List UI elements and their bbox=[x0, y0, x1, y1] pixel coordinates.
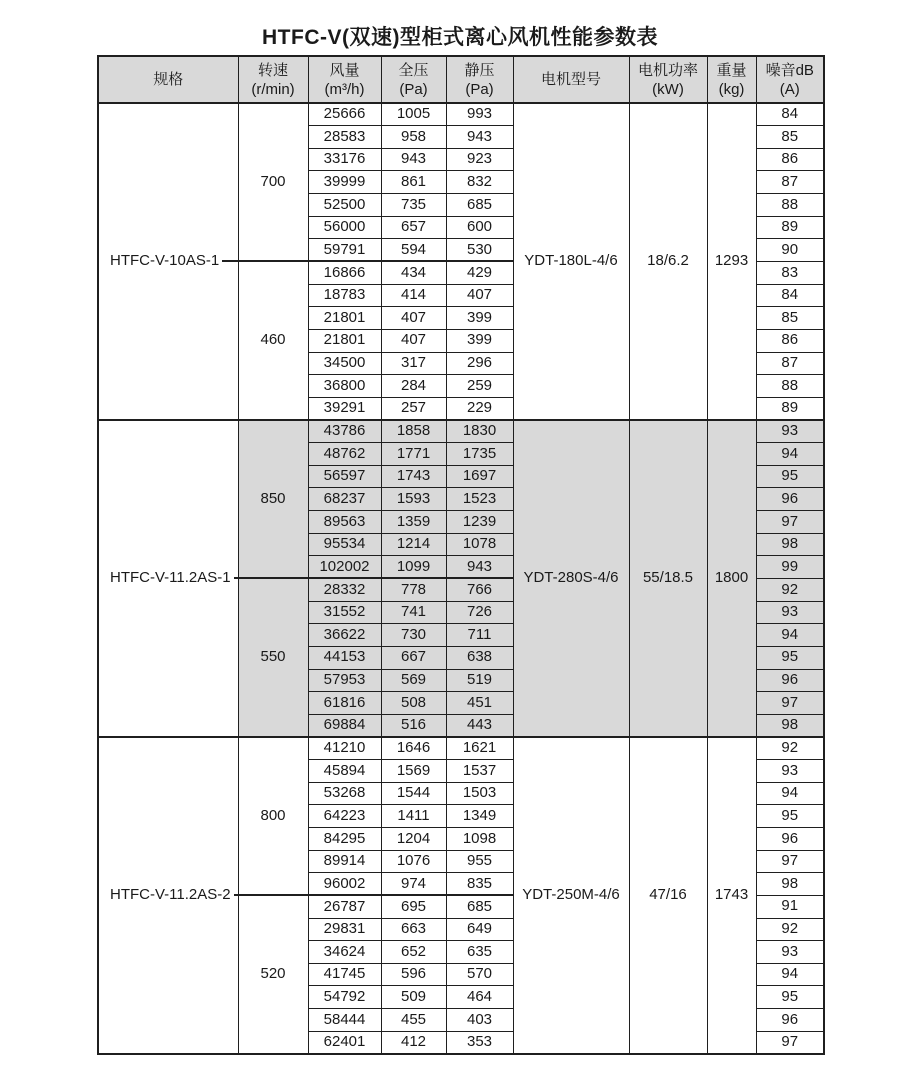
airflow-cell: 96002 bbox=[308, 873, 381, 896]
total-pressure-cell: 594 bbox=[381, 239, 446, 262]
airflow-cell: 52500 bbox=[308, 194, 381, 217]
weight-cell: 1743 bbox=[707, 737, 756, 1054]
noise-cell: 88 bbox=[756, 194, 824, 217]
noise-cell: 92 bbox=[756, 737, 824, 760]
airflow-cell: 48762 bbox=[308, 443, 381, 466]
total-pressure-cell: 667 bbox=[381, 646, 446, 669]
noise-cell: 97 bbox=[756, 850, 824, 873]
static-pressure-cell: 407 bbox=[446, 284, 513, 307]
noise-cell: 98 bbox=[756, 714, 824, 737]
airflow-cell: 64223 bbox=[308, 805, 381, 828]
airflow-cell: 61816 bbox=[308, 692, 381, 715]
col-header-airflow: 风量 (m³/h) bbox=[308, 56, 381, 103]
total-pressure-cell: 1204 bbox=[381, 828, 446, 851]
total-pressure-cell: 414 bbox=[381, 284, 446, 307]
noise-cell: 83 bbox=[756, 261, 824, 284]
static-pressure-cell: 726 bbox=[446, 601, 513, 624]
total-pressure-cell: 1544 bbox=[381, 782, 446, 805]
airflow-cell: 39291 bbox=[308, 397, 381, 420]
static-pressure-cell: 1621 bbox=[446, 737, 513, 760]
noise-cell: 93 bbox=[756, 760, 824, 783]
total-pressure-cell: 407 bbox=[381, 307, 446, 330]
spec-label-wrap bbox=[99, 570, 238, 587]
total-pressure-cell: 735 bbox=[381, 194, 446, 217]
motor-model-cell: YDT-250M-4/6 bbox=[513, 737, 629, 1054]
motor-model-cell: YDT-180L-4/6 bbox=[513, 103, 629, 420]
static-pressure-cell: 635 bbox=[446, 941, 513, 964]
static-pressure-cell: 943 bbox=[446, 126, 513, 149]
motor-model-cell: YDT-280S-4/6 bbox=[513, 420, 629, 737]
total-pressure-cell: 407 bbox=[381, 329, 446, 352]
static-pressure-cell: 399 bbox=[446, 307, 513, 330]
noise-cell: 98 bbox=[756, 533, 824, 556]
airflow-cell: 28583 bbox=[308, 126, 381, 149]
static-pressure-cell: 464 bbox=[446, 986, 513, 1009]
static-pressure-cell: 1098 bbox=[446, 828, 513, 851]
static-pressure-cell: 923 bbox=[446, 148, 513, 171]
airflow-cell: 69884 bbox=[308, 714, 381, 737]
col-header-static-pressure: 静压 (Pa) bbox=[446, 56, 513, 103]
noise-cell: 93 bbox=[756, 420, 824, 443]
static-pressure-cell: 399 bbox=[446, 329, 513, 352]
airflow-cell: 57953 bbox=[308, 669, 381, 692]
noise-cell: 84 bbox=[756, 103, 824, 126]
airflow-cell: 36622 bbox=[308, 624, 381, 647]
col-header-total-pressure: 全压 (Pa) bbox=[381, 56, 446, 103]
airflow-cell: 53268 bbox=[308, 782, 381, 805]
total-pressure-cell: 434 bbox=[381, 261, 446, 284]
col-header-speed: 转速 (r/min) bbox=[238, 56, 308, 103]
airflow-cell: 89563 bbox=[308, 511, 381, 534]
static-pressure-cell: 685 bbox=[446, 194, 513, 217]
col-header-motor-power: 电机功率 (kW) bbox=[629, 56, 707, 103]
static-pressure-cell: 353 bbox=[446, 1031, 513, 1054]
table-row bbox=[98, 103, 824, 126]
total-pressure-cell: 1771 bbox=[381, 443, 446, 466]
static-pressure-cell: 519 bbox=[446, 669, 513, 692]
airflow-cell: 36800 bbox=[308, 375, 381, 398]
spec-cell bbox=[98, 737, 238, 1054]
static-pressure-cell: 443 bbox=[446, 714, 513, 737]
header-row bbox=[98, 56, 824, 103]
airflow-cell: 62401 bbox=[308, 1031, 381, 1054]
noise-cell: 97 bbox=[756, 692, 824, 715]
noise-cell: 95 bbox=[756, 805, 824, 828]
static-pressure-cell: 993 bbox=[446, 103, 513, 126]
static-pressure-cell: 1537 bbox=[446, 760, 513, 783]
static-pressure-cell: 832 bbox=[446, 171, 513, 194]
table-row bbox=[98, 420, 824, 443]
static-pressure-cell: 1503 bbox=[446, 782, 513, 805]
static-pressure-cell: 429 bbox=[446, 261, 513, 284]
noise-cell: 96 bbox=[756, 669, 824, 692]
static-pressure-cell: 1349 bbox=[446, 805, 513, 828]
col-header-spec: 规格 bbox=[98, 56, 238, 103]
noise-cell: 90 bbox=[756, 239, 824, 262]
noise-cell: 88 bbox=[756, 375, 824, 398]
airflow-cell: 31552 bbox=[308, 601, 381, 624]
total-pressure-cell: 455 bbox=[381, 1009, 446, 1032]
page-title: HTFC-V(双速)型柜式离心风机性能参数表 bbox=[262, 26, 658, 49]
noise-cell: 86 bbox=[756, 148, 824, 171]
total-pressure-cell: 663 bbox=[381, 918, 446, 941]
airflow-cell: 41745 bbox=[308, 963, 381, 986]
airflow-cell: 56000 bbox=[308, 216, 381, 239]
noise-cell: 84 bbox=[756, 284, 824, 307]
speed-cell: 850 bbox=[238, 420, 308, 578]
airflow-cell: 89914 bbox=[308, 850, 381, 873]
static-pressure-cell: 1735 bbox=[446, 443, 513, 466]
col-header-motor-model: 电机型号 bbox=[513, 56, 629, 103]
motor-power-cell: 47/16 bbox=[629, 737, 707, 1054]
total-pressure-cell: 958 bbox=[381, 126, 446, 149]
static-pressure-cell: 1523 bbox=[446, 488, 513, 511]
noise-cell: 91 bbox=[756, 895, 824, 918]
noise-cell: 92 bbox=[756, 918, 824, 941]
airflow-cell: 34624 bbox=[308, 941, 381, 964]
static-pressure-cell: 1078 bbox=[446, 533, 513, 556]
total-pressure-cell: 1858 bbox=[381, 420, 446, 443]
spec-label-wrap bbox=[99, 887, 238, 904]
airflow-cell: 44153 bbox=[308, 646, 381, 669]
total-pressure-cell: 508 bbox=[381, 692, 446, 715]
total-pressure-cell: 652 bbox=[381, 941, 446, 964]
noise-cell: 96 bbox=[756, 488, 824, 511]
total-pressure-cell: 1569 bbox=[381, 760, 446, 783]
static-pressure-cell: 835 bbox=[446, 873, 513, 896]
total-pressure-cell: 412 bbox=[381, 1031, 446, 1054]
total-pressure-cell: 657 bbox=[381, 216, 446, 239]
airflow-cell: 26787 bbox=[308, 895, 381, 918]
speed-cell: 460 bbox=[238, 261, 308, 419]
airflow-cell: 21801 bbox=[308, 307, 381, 330]
spec-cell bbox=[98, 420, 238, 737]
static-pressure-cell: 296 bbox=[446, 352, 513, 375]
total-pressure-cell: 317 bbox=[381, 352, 446, 375]
noise-cell: 87 bbox=[756, 352, 824, 375]
spec-label: HTFC-V-10AS-1 bbox=[110, 252, 220, 270]
airflow-cell: 39999 bbox=[308, 171, 381, 194]
airflow-cell: 95534 bbox=[308, 533, 381, 556]
noise-cell: 86 bbox=[756, 329, 824, 352]
noise-cell: 93 bbox=[756, 601, 824, 624]
noise-cell: 94 bbox=[756, 624, 824, 647]
total-pressure-cell: 1214 bbox=[381, 533, 446, 556]
total-pressure-cell: 741 bbox=[381, 601, 446, 624]
speed-cell: 800 bbox=[238, 737, 308, 895]
total-pressure-cell: 284 bbox=[381, 375, 446, 398]
motor-power-cell: 55/18.5 bbox=[629, 420, 707, 737]
airflow-cell: 56597 bbox=[308, 465, 381, 488]
spec-divider-line bbox=[234, 577, 238, 579]
airflow-cell: 16866 bbox=[308, 261, 381, 284]
col-header-weight: 重量 (kg) bbox=[707, 56, 756, 103]
noise-cell: 96 bbox=[756, 1009, 824, 1032]
noise-cell: 97 bbox=[756, 1031, 824, 1054]
total-pressure-cell: 1076 bbox=[381, 850, 446, 873]
total-pressure-cell: 1593 bbox=[381, 488, 446, 511]
static-pressure-cell: 570 bbox=[446, 963, 513, 986]
airflow-cell: 68237 bbox=[308, 488, 381, 511]
static-pressure-cell: 1697 bbox=[446, 465, 513, 488]
airflow-cell: 45894 bbox=[308, 760, 381, 783]
weight-cell: 1293 bbox=[707, 103, 756, 420]
noise-cell: 99 bbox=[756, 556, 824, 579]
col-header-noise: 噪音dB (A) bbox=[756, 56, 824, 103]
speed-cell: 550 bbox=[238, 578, 308, 736]
airflow-cell: 29831 bbox=[308, 918, 381, 941]
speed-cell: 700 bbox=[238, 103, 308, 261]
noise-cell: 85 bbox=[756, 307, 824, 330]
noise-cell: 95 bbox=[756, 986, 824, 1009]
static-pressure-cell: 451 bbox=[446, 692, 513, 715]
table-row bbox=[98, 737, 824, 760]
spec-label: HTFC-V-11.2AS-2 bbox=[110, 886, 231, 904]
spec-divider-line bbox=[222, 260, 237, 262]
static-pressure-cell: 649 bbox=[446, 918, 513, 941]
noise-cell: 95 bbox=[756, 465, 824, 488]
total-pressure-cell: 974 bbox=[381, 873, 446, 896]
noise-cell: 87 bbox=[756, 171, 824, 194]
static-pressure-cell: 711 bbox=[446, 624, 513, 647]
airflow-cell: 25666 bbox=[308, 103, 381, 126]
total-pressure-cell: 943 bbox=[381, 148, 446, 171]
static-pressure-cell: 1239 bbox=[446, 511, 513, 534]
airflow-cell: 84295 bbox=[308, 828, 381, 851]
noise-cell: 94 bbox=[756, 782, 824, 805]
static-pressure-cell: 955 bbox=[446, 850, 513, 873]
noise-cell: 97 bbox=[756, 511, 824, 534]
total-pressure-cell: 1005 bbox=[381, 103, 446, 126]
noise-cell: 95 bbox=[756, 646, 824, 669]
total-pressure-cell: 516 bbox=[381, 714, 446, 737]
static-pressure-cell: 530 bbox=[446, 239, 513, 262]
speed-cell: 520 bbox=[238, 895, 308, 1053]
spec-label: HTFC-V-11.2AS-1 bbox=[110, 569, 231, 587]
total-pressure-cell: 861 bbox=[381, 171, 446, 194]
static-pressure-cell: 229 bbox=[446, 397, 513, 420]
airflow-cell: 28332 bbox=[308, 578, 381, 601]
total-pressure-cell: 1646 bbox=[381, 737, 446, 760]
airflow-cell: 41210 bbox=[308, 737, 381, 760]
spec-divider-line bbox=[234, 894, 238, 896]
total-pressure-cell: 569 bbox=[381, 669, 446, 692]
motor-power-cell: 18/6.2 bbox=[629, 103, 707, 420]
airflow-cell: 58444 bbox=[308, 1009, 381, 1032]
noise-cell: 94 bbox=[756, 443, 824, 466]
airflow-cell: 21801 bbox=[308, 329, 381, 352]
static-pressure-cell: 259 bbox=[446, 375, 513, 398]
spec-label-wrap bbox=[99, 253, 238, 270]
airflow-cell: 54792 bbox=[308, 986, 381, 1009]
noise-cell: 93 bbox=[756, 941, 824, 964]
noise-cell: 85 bbox=[756, 126, 824, 149]
noise-cell: 89 bbox=[756, 397, 824, 420]
noise-cell: 94 bbox=[756, 963, 824, 986]
airflow-cell: 102002 bbox=[308, 556, 381, 579]
noise-cell: 96 bbox=[756, 828, 824, 851]
total-pressure-cell: 1743 bbox=[381, 465, 446, 488]
total-pressure-cell: 1099 bbox=[381, 556, 446, 579]
static-pressure-cell: 1830 bbox=[446, 420, 513, 443]
noise-cell: 89 bbox=[756, 216, 824, 239]
noise-cell: 98 bbox=[756, 873, 824, 896]
total-pressure-cell: 1411 bbox=[381, 805, 446, 828]
static-pressure-cell: 766 bbox=[446, 578, 513, 601]
spec-cell bbox=[98, 103, 238, 420]
static-pressure-cell: 685 bbox=[446, 895, 513, 918]
weight-cell: 1800 bbox=[707, 420, 756, 737]
airflow-cell: 59791 bbox=[308, 239, 381, 262]
static-pressure-cell: 638 bbox=[446, 646, 513, 669]
total-pressure-cell: 1359 bbox=[381, 511, 446, 534]
airflow-cell: 43786 bbox=[308, 420, 381, 443]
noise-cell: 92 bbox=[756, 578, 824, 601]
total-pressure-cell: 596 bbox=[381, 963, 446, 986]
airflow-cell: 33176 bbox=[308, 148, 381, 171]
total-pressure-cell: 730 bbox=[381, 624, 446, 647]
static-pressure-cell: 600 bbox=[446, 216, 513, 239]
static-pressure-cell: 403 bbox=[446, 1009, 513, 1032]
airflow-cell: 34500 bbox=[308, 352, 381, 375]
static-pressure-cell: 943 bbox=[446, 556, 513, 579]
total-pressure-cell: 778 bbox=[381, 578, 446, 601]
total-pressure-cell: 257 bbox=[381, 397, 446, 420]
fan-performance-table bbox=[97, 55, 825, 1055]
total-pressure-cell: 695 bbox=[381, 895, 446, 918]
total-pressure-cell: 509 bbox=[381, 986, 446, 1009]
airflow-cell: 18783 bbox=[308, 284, 381, 307]
